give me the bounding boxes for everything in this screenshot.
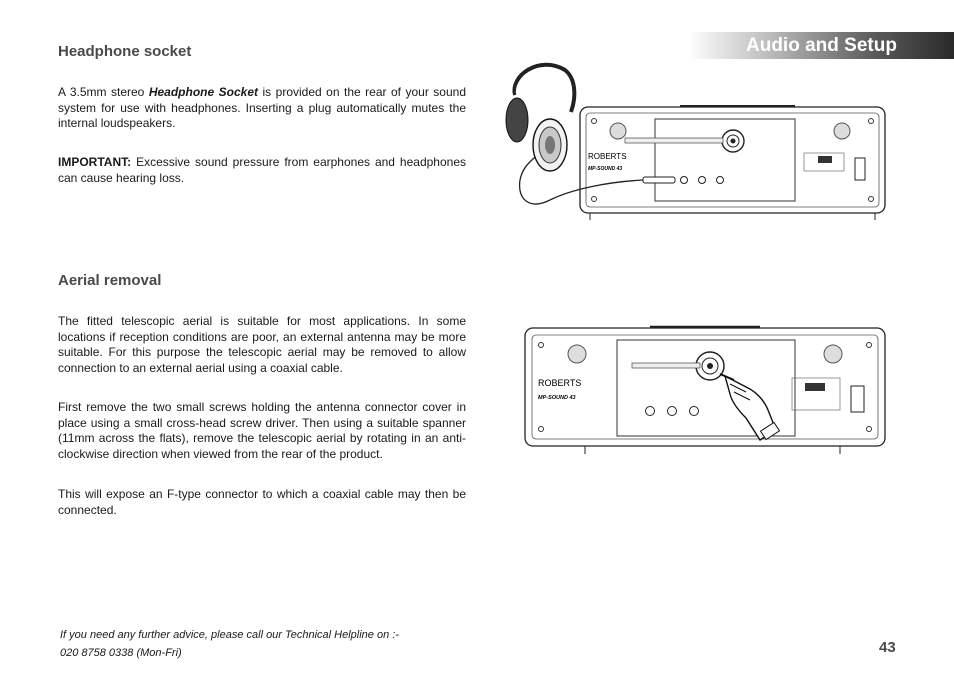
headphone-text-b: is provided on the rear of your sound system for use with headphones. Inserting a plug automatically mutes the internal loudspeakers. [58,85,466,130]
aerial-figure [520,318,890,458]
headphone-socket-emphasis: Headphone Socket [148,85,259,99]
aerial-paragraph-2: First remove the two small screws holding the antenna connector cover in place using a small cross-head screw driver. Then using a suitable spanner (11mm across the flats), remove the telescopic aerial by rotating in an anti-clockwise direction when viewed from the rear of the product. [58,400,466,461]
headphone-figure [495,50,890,220]
model-label-1: MP-SOUND 43 [588,166,623,172]
footer-helpline-text: If you need any further advice, please call our Technical Helpline on :- [60,629,399,641]
headphone-heading: Headphone socket [58,43,192,60]
aerial-paragraph-1: The fitted telescopic aerial is suitable for most applications. In some locations if reception conditions are poor, an external antenna may be more suitable. For this purpose the telescopic aerial may be removed to allow connection to an external aerial using a coaxial cable. [58,314,466,375]
section-title: Audio and Setup [746,35,897,56]
aerial-heading: Aerial removal [58,272,162,289]
important-paragraph [58,155,466,186]
headphone-text-a: A 3.5mm stereo [58,85,149,99]
important-text: Excessive sound pressure from earphones and headphones can cause hearing loss. [58,155,466,185]
model-label-2: MP-SOUND 43 [538,395,576,401]
important-label: IMPORTANT: [58,155,132,169]
aerial-paragraph-3: This will expose an F-type connector to which a coaxial cable may then be connected. [58,487,466,517]
page-number: 43 [879,639,896,656]
brand-label-1: ROBERTS [588,152,627,161]
footer-phone: 020 8758 0338 (Mon-Fri) [60,647,182,659]
headphone-paragraph [58,85,466,132]
brand-label-2: ROBERTS [538,378,582,388]
